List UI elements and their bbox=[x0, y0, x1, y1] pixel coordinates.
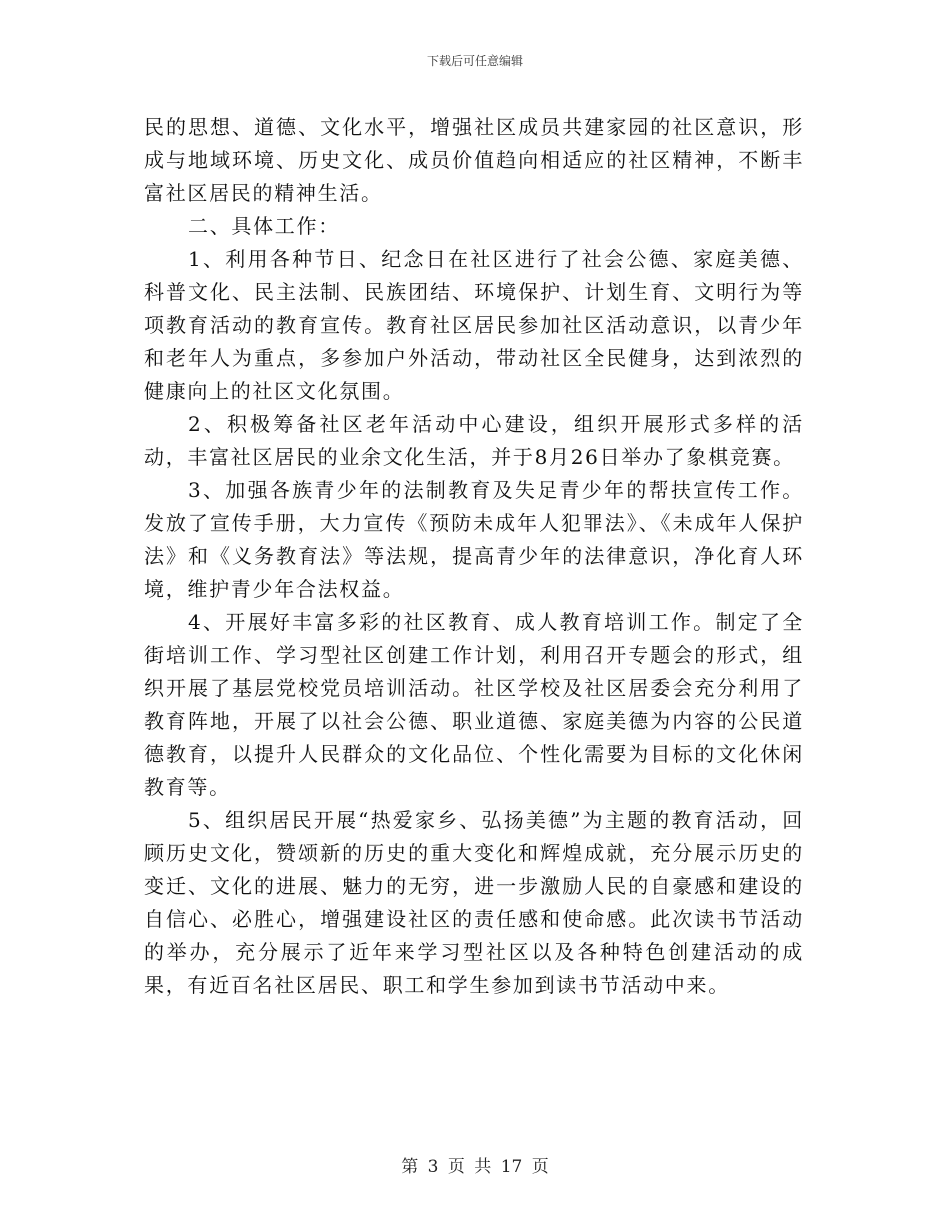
section-heading: 二、具体工作： bbox=[188, 214, 340, 238]
paragraph-item-5: 5、组织居民开展“热爱家乡、弘扬美德”为主题的教育活动，回顾历史文化，赞颂新的历史的重大变化和辉煌成就，充分展示历史的变迁、文化的进展、魅力的无穷，进一步激励人民的自豪感和建设的自信心、必胜心，增强建设社区的责任感和使命感。此次读书节活动的举办，充分展示了近年来学习型社区以及各种特色创建活动的成果，有近百名社区居民、职工和学生参加到读书节活动中来。 bbox=[144, 808, 804, 997]
page-number-footer: 第 3 页 共 17 页 bbox=[401, 1157, 549, 1177]
paragraph-item-4: 4、开展好丰富多彩的社区教育、成人教育培训工作。制定了全街培训工作、学习型社区创建工作计划，利用召开专题会的形式，组织开展了基层党校党员培训活动。社区学校及社区居委会充分利用了教育阵地，开展了以社会公德、职业道德、家庭美德为内容的公民道德教育，以提升人民群众的文化品位、个性化需要为目标的文化休闲教育等。 bbox=[144, 610, 804, 799]
paragraph-item-2: 2、积极筹备社区老年活动中心建设，组织开展形式多样的活动，丰富社区居民的业余文化生活，并于8月26日举办了象棋竞赛。 bbox=[144, 412, 804, 469]
document-body bbox=[144, 111, 804, 1002]
paragraph-continuation: 民的思想、道德、文化水平，增强社区成员共建家园的社区意识，形成与地域环境、历史文化、成员价值趋向相适应的社区精神，不断丰富社区居民的精神生活。 bbox=[144, 115, 804, 205]
paragraph-item-1: 1、利用各种节日、纪念日在社区进行了社会公德、家庭美德、科普文化、民主法制、民族团结、环境保护、计划生育、文明行为等项教育活动的教育宣传。教育社区居民参加社区活动意识，以青少年和老年人为重点，多参加户外活动，带动社区全民健身，达到浓烈的健康向上的社区文化氛围。 bbox=[144, 247, 804, 403]
page-header: 下载后可任意编辑 bbox=[426, 54, 523, 68]
paragraph-item-3: 3、加强各族青少年的法制教育及失足青少年的帮扶宣传工作。发放了宣传手册，大力宣传《预防未成年人犯罪法》、《未成年人保护法》和《义务教育法》等法规，提高青少年的法律意识，净化育人环境，维护青少年合法权益。 bbox=[144, 478, 804, 601]
